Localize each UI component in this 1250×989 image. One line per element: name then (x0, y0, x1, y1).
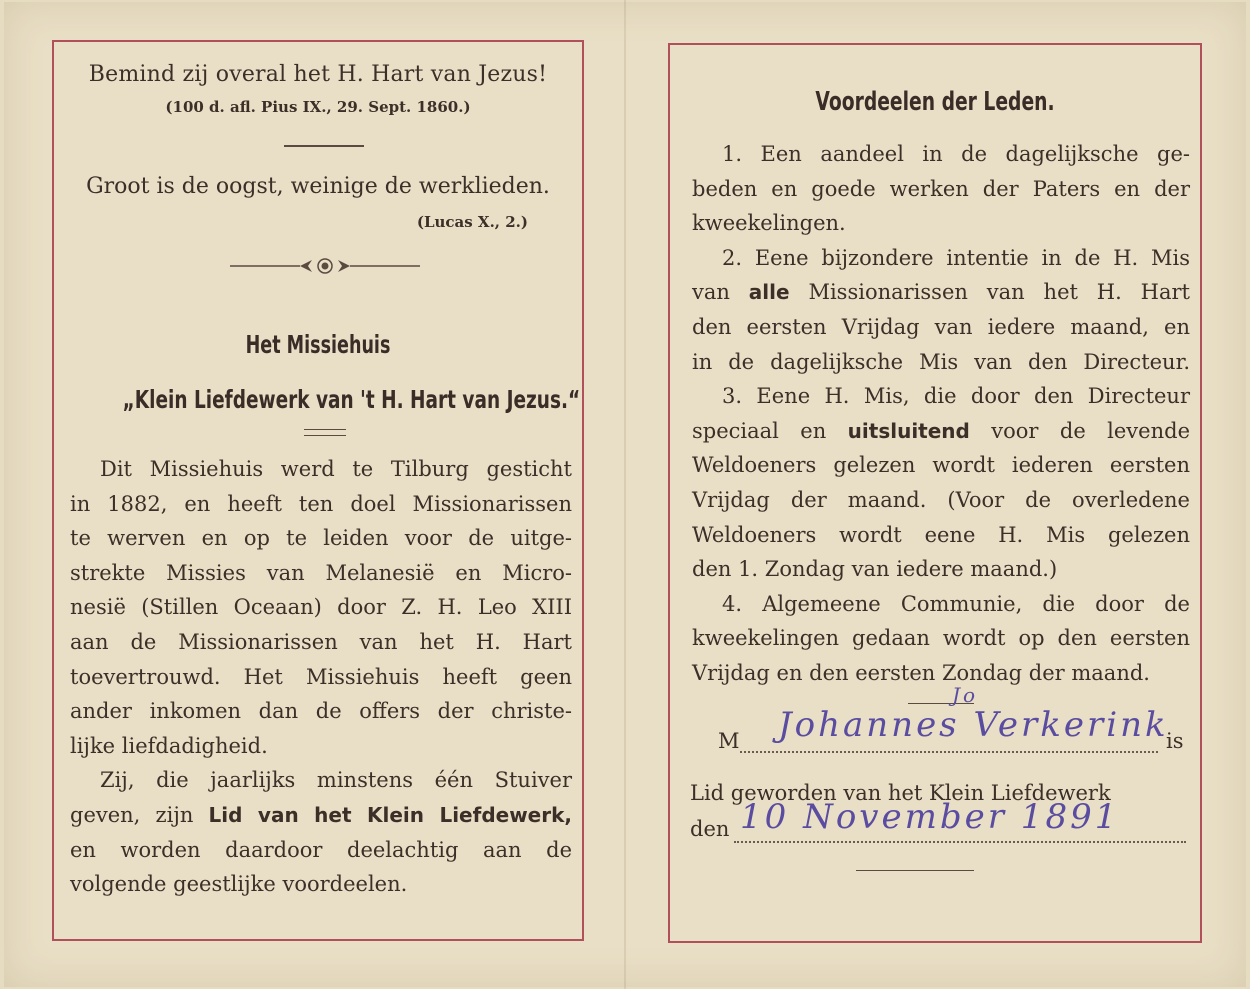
text-line: strekte Missies van Melanesië en Micro- (70, 560, 572, 585)
text-line: Vrijdag der maand. (Voor de overledene (692, 487, 1190, 512)
right-panel (668, 43, 1202, 943)
date-prefix: den (690, 817, 730, 841)
membership-emphasis: Lid van het Klein Liefdewerk, (208, 802, 572, 827)
text-line: nesië (Stillen Oceaan) door Z. H. Leo XIII (70, 595, 572, 620)
member-line: Lid geworden van het Klein Liefdewerk (690, 781, 1111, 805)
double-divider (304, 429, 346, 436)
text-line: beden en goede werken der Paters en der (692, 176, 1190, 201)
scripture-quote: Groot is de oogst, weinige de werklieden. (86, 174, 550, 199)
divider (856, 870, 974, 871)
left-panel (52, 40, 584, 941)
text-line: toevertrouwd. Het Missiehuis heeft geen (70, 664, 572, 689)
text-fragment: Missionarissen van het H. Hart (808, 280, 1190, 305)
text-line (692, 275, 1190, 310)
handwritten-date: 10 November 1891 (740, 797, 1120, 837)
name-dotted-line (740, 749, 1158, 753)
text-line: kweekelingen gedaan wordt op den eersten (692, 626, 1190, 651)
ornament-divider-icon (230, 256, 420, 276)
text-line: in de dagelijksche Mis van den Directeur. (692, 349, 1190, 374)
motto: Bemind zij overal het H. Hart van Jezus! (88, 62, 548, 87)
emphasis-uitsluitend: uitsluitend (847, 418, 970, 443)
name-suffix: is (1166, 729, 1184, 753)
text-line: Vrijdag en den eersten Zondag der maand. (692, 660, 1150, 685)
mission-description (70, 452, 572, 902)
card-fold (624, 0, 626, 989)
text-line: 1. Een aandeel in de dagelijksche ge- (722, 142, 1190, 166)
text-line: den eersten Vrijdag van iedere maand, en (692, 314, 1190, 339)
text-line: 2. Eene bijzondere intentie in de H. Mis (722, 245, 1190, 270)
emphasis-alle: alle (748, 280, 790, 305)
indulgence-note: (100 d. afl. Pius IX., 29. Sept. 1860.) (165, 98, 471, 116)
handwritten-name: Johannes Verkerink (778, 705, 1169, 745)
handwritten-mark: Jo (952, 683, 979, 707)
text-line: aan de Missionarissen van het H. Hart (70, 629, 572, 654)
benefits-list (692, 137, 1190, 691)
text-line: Zij, die jaarlijks minstens één Stuiver (100, 768, 572, 793)
heading-klein-liefdewerk: „Klein Liefdewerk van 't H. Hart van Jezus.“ (122, 385, 581, 414)
text-line (70, 798, 572, 833)
text-line: 4. Algemeene Communie, die door de (722, 591, 1190, 616)
text-line: in 1882, en heeft ten doel Missionarissen (70, 491, 572, 516)
text-line: Weldoeners wordt eene H. Mis gelezen (692, 522, 1190, 547)
text-line: Dit Missiehuis werd te Tilburg gesticht (100, 457, 572, 481)
text-line: kweekelingen. (692, 211, 846, 236)
text-line: volgende geestlijke voordeelen. (70, 872, 408, 897)
benefits-title: Voordeelen der Leden. (815, 87, 1055, 117)
text-fragment: voor de levende (991, 418, 1190, 443)
scripture-reference: (Lucas X., 2.) (416, 213, 528, 231)
text-line: te werven en op te leiden voor de uitge- (70, 526, 572, 551)
name-prefix: M (718, 729, 740, 753)
text-line: ander inkomen dan de offers der christe- (70, 699, 572, 724)
divider (284, 145, 364, 147)
text-fragment: geven, zijn (70, 802, 194, 827)
text-line: den 1. Zondag van iedere maand.) (692, 557, 1058, 582)
text-line: lijke liefdadigheid. (70, 733, 268, 758)
text-line (692, 414, 1190, 449)
text-line: 3. Eene H. Mis, die door den Directeur (722, 384, 1190, 409)
text-line: Weldoeners gelezen wordt iederen eersten (692, 453, 1190, 478)
text-fragment: van (692, 280, 730, 305)
heading-missiehuis: Het Missiehuis (245, 330, 391, 359)
text-line: en worden daardoor deelachtig aan de (70, 837, 572, 862)
date-dotted-line (734, 839, 1186, 843)
text-fragment: speciaal en (692, 418, 827, 443)
